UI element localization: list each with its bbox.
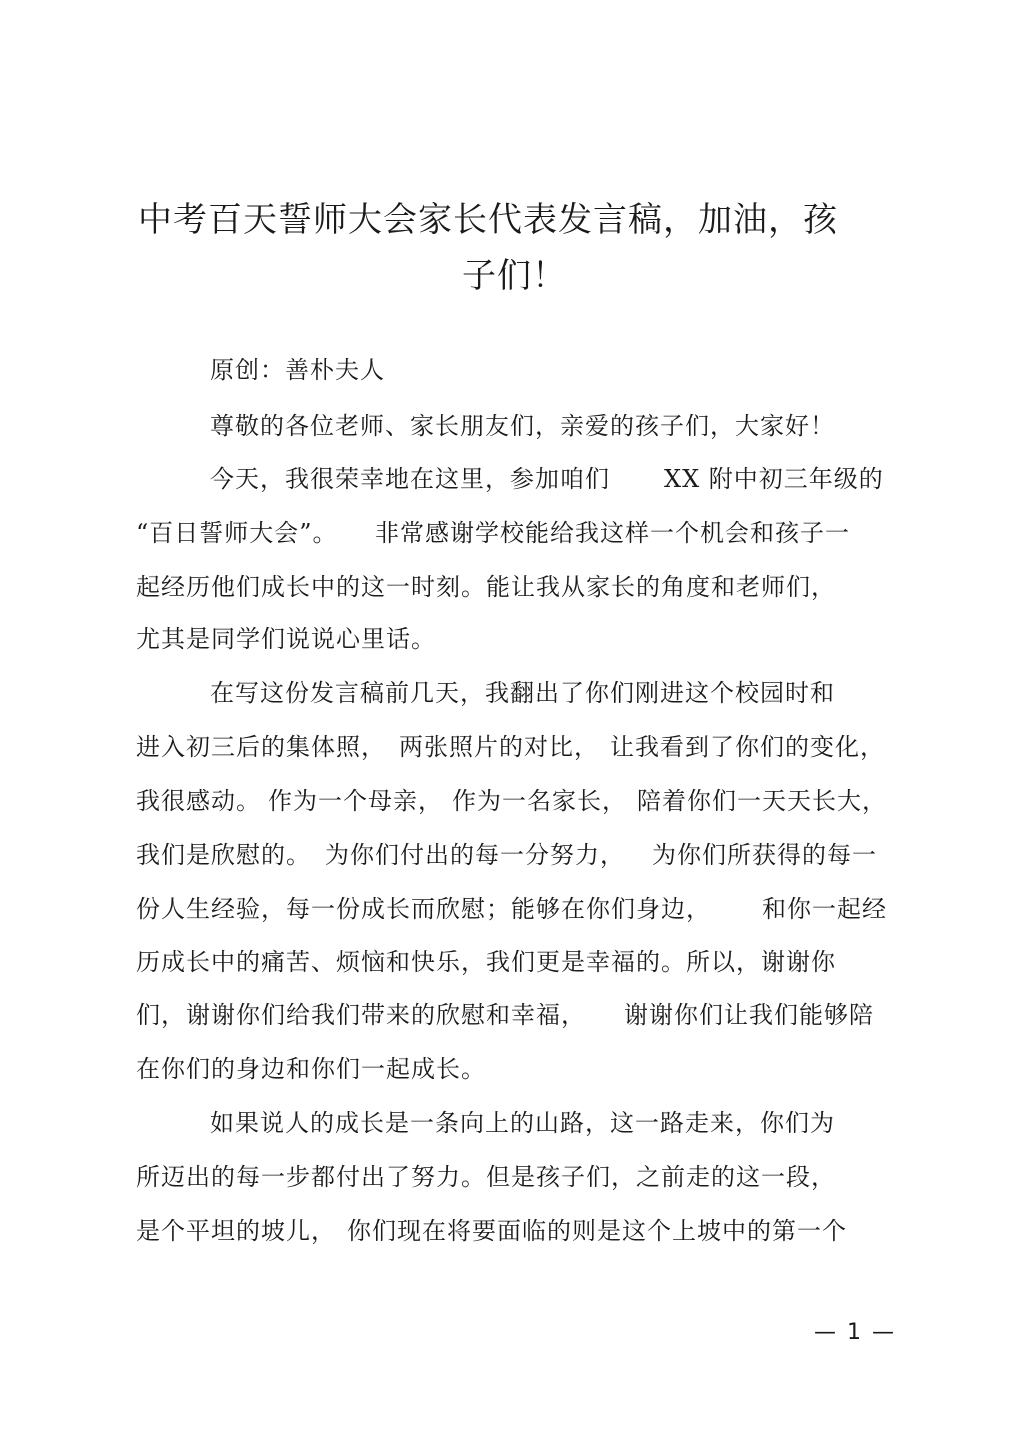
paragraph-2-line-8: 在你们的身边和你们一起成长。 [136,1055,486,1083]
paragraph-2-line-3b: 作为一个母亲， [268,787,443,815]
paragraph-1-line-2b: 非常感谢学校能给我这样一个机会和孩子一 [375,519,850,547]
paragraph-2-line-5a: 份人生经验，每一份成长而欣慰；能够在你们身边， [136,895,711,923]
paragraph-2-line-7a: 们，谢谢你们给我们带来的欣慰和幸福， [136,1001,586,1029]
paragraph-1-line-1b: XX 附中初三年级的 [664,465,884,493]
paragraph-2-line-2a: 进入初三后的集体照， [136,733,386,761]
paragraph-2-line-3d: 陪着你们一天天长大， [637,787,887,815]
paragraph-1-line-3: 起经历他们成长中的这一时刻。能让我从家长的角度和老师们， [136,573,836,601]
paragraph-2-line-3c: 作为一名家长， [452,787,627,815]
paragraph-3-line-3a: 是个平坦的坡儿， [136,1217,336,1245]
author-line: 原创：善朴夫人 [210,356,385,384]
document-title-line-2: 子们！ [462,256,567,296]
paragraph-1-line-2a: “百日誓师大会”。 [136,519,338,547]
paragraph-2-line-5b: 和你一起经 [762,895,887,923]
document-title-line-1: 中考百天誓师大会家长代表发言稿，加油，孩 [138,200,838,240]
paragraph-2-line-2c: 让我看到了你们的变化， [610,733,885,761]
paragraph-2-line-4c: 为你们所获得的每一 [652,841,877,869]
paragraph-2-line-4b: 为你们付出的每一分努力， [325,841,625,869]
paragraph-2-line-6: 历成长中的痛苦、烦恼和快乐，我们更是幸福的。所以，谢谢你 [136,948,836,976]
paragraph-1-line-4: 尤其是同学们说说心里话。 [136,625,436,653]
paragraph-2-line-2b: 两张照片的对比， [399,733,599,761]
paragraph-3-line-3b: 你们现在将要面临的则是这个上坡中的第一个 [347,1217,847,1245]
paragraph-2-line-3a: 我很感动。 [136,787,261,815]
paragraph-3-line-2: 所迈出的每一步都付出了努力。但是孩子们，之前走的这一段， [136,1163,836,1191]
page-number: — 1 — [814,1320,896,1345]
paragraph-2-line-1: 在写这份发言稿前几天，我翻出了你们刚进这个校园时和 [210,679,835,707]
paragraph-2-line-7b: 谢谢你们让我们能够陪 [624,1001,874,1029]
paragraph-2-line-4a: 我们是欣慰的。 [136,841,311,869]
paragraph-1-line-1a: 今天，我很荣幸地在这里，参加咱们 [210,465,610,493]
greeting-line: 尊敬的各位老师、家长朋友们，亲爱的孩子们，大家好！ [210,412,835,440]
paragraph-3-line-1: 如果说人的成长是一条向上的山路，这一路走来，你们为 [210,1109,835,1137]
